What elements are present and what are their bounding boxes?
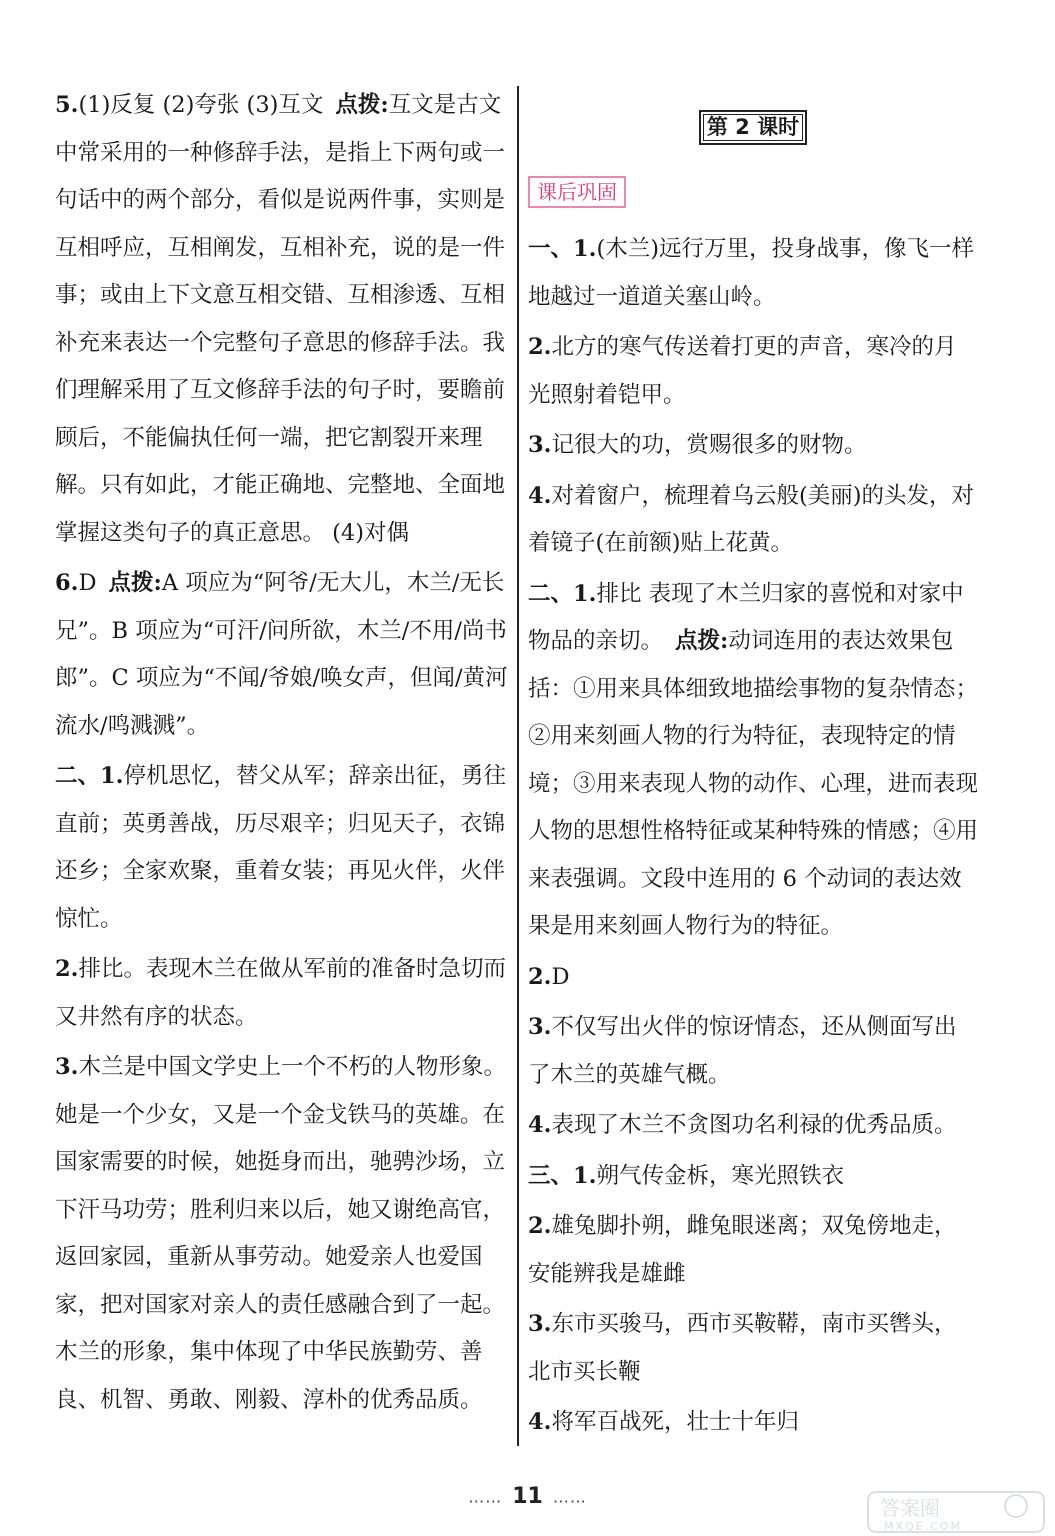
answer-item bbox=[55, 946, 510, 1041]
tip-label: 点拨: bbox=[335, 92, 389, 118]
item-text: 将军百战死，壮士十年归 bbox=[551, 1409, 800, 1435]
item-text: 表现了木兰不贪图功名利禄的优秀品质。 bbox=[551, 1112, 957, 1138]
lesson-title: 第 2 课时 bbox=[699, 110, 807, 145]
answer-item bbox=[528, 571, 978, 951]
item-text: 排比 表现了木兰归家的喜悦和对家中物品的亲切。 bbox=[528, 580, 964, 654]
dots-right: …… bbox=[552, 1487, 587, 1507]
left-column bbox=[55, 82, 510, 1427]
item-number: 4. bbox=[528, 482, 552, 509]
answer-item bbox=[528, 1399, 978, 1447]
item-text: D bbox=[551, 963, 570, 990]
item-text: 对着窗户，梳理着乌云般(美丽)的头发，对着镜子(在前额)贴上花黄。 bbox=[528, 482, 975, 556]
item-number: 2. bbox=[55, 956, 79, 982]
item-text: (1)反复 (2)夸张 (3)互文 bbox=[78, 92, 324, 118]
item-number: 3. bbox=[528, 432, 552, 458]
answer-item bbox=[528, 1004, 978, 1099]
item-number: 4. bbox=[528, 1112, 552, 1138]
item-number: 2. bbox=[528, 334, 552, 360]
item-text: 朔气传金柝，寒光照铁衣 bbox=[596, 1162, 845, 1189]
item-number: 5. bbox=[55, 92, 79, 118]
lesson-heading bbox=[528, 82, 978, 170]
answer-item bbox=[55, 753, 510, 943]
answer-item bbox=[528, 1301, 978, 1396]
answer-item bbox=[528, 1102, 978, 1150]
item-text: 停机思忆，替父从军；辞亲出征，勇往直前；英勇善战，历尽艰辛；归见天子，衣锦还乡；全家欢聚，重着女装；再见火伴，火伴惊忙。 bbox=[55, 763, 507, 932]
item-text: 不仅写出火伴的惊讶情态，还从侧面写出了木兰的英雄气概。 bbox=[528, 1014, 957, 1088]
item-text: 雄兔脚扑朔，雌兔眼迷离；双兔傍地走，安能辨我是雄雌 bbox=[528, 1213, 957, 1287]
item-number: 一、1. bbox=[528, 236, 597, 262]
answer-item bbox=[55, 560, 510, 750]
section-tag: 课后巩固 bbox=[528, 176, 626, 208]
item-number: 3. bbox=[528, 1014, 552, 1040]
answer-item bbox=[528, 1203, 978, 1298]
watermark-logo bbox=[866, 1490, 1046, 1534]
tip-text: 互文是古文中常采用的一种修辞手法，是指上下两句或一句话中的两个部分，看似是说两件事，实则是互相呼应，互相阐发，互相补充，说的是一件事；或由上下文意互相交错、互相渗透、互相补充来表达一个完整句子意思的修辞手法。我们理解采用了互文修辞手法的句子时，要瞻前顾后，不能偏执任何一端，把它割裂开来理解。只有如此，才能正确地、完整地、全面地掌握这类句子的真正意思。 (4)对偶 bbox=[55, 92, 506, 546]
item-text: D bbox=[78, 570, 97, 596]
item-text: (木兰)远行万里，投身战事，像飞一样地越过一道道关塞山岭。 bbox=[528, 236, 975, 310]
item-number: 二、1. bbox=[528, 580, 597, 607]
answer-item bbox=[528, 422, 978, 470]
item-text: 排比。表现木兰在做从军前的准备时急切而又井然有序的状态。 bbox=[55, 956, 507, 1030]
item-number: 二、1. bbox=[55, 763, 124, 789]
answer-item bbox=[55, 1044, 510, 1424]
svg-text:答案圈: 答案圈 bbox=[880, 1496, 940, 1520]
answer-item bbox=[55, 82, 510, 557]
item-number: 4. bbox=[528, 1409, 552, 1435]
right-column bbox=[528, 82, 978, 1450]
tip-text: 动词连用的表达效果包括：①用来具体细致地描绘事物的复杂情态；②用来刻画人物的行为特征，表现特定的情境；③用来表现人物的动作、心理，进而表现人物的思想性格特征或某种特殊的情感；④用来表强调。文段中连用的 6 个动词的表达效果是用来刻画人物行为的特征。 bbox=[528, 628, 979, 939]
item-number: 3. bbox=[528, 1311, 552, 1337]
tip-label: 点拨: bbox=[108, 570, 162, 596]
item-number: 2. bbox=[528, 1213, 552, 1239]
tip-text: A 项应为“阿爷/无大儿，木兰/无长兄”。B 项应为“可汗/问所欲，木兰/不用/尚书郎”。C 项应为“不闻/爷娘/唤女声，但闻/黄河流水/鸣溅溅”。 bbox=[55, 570, 508, 739]
answer-item bbox=[528, 1153, 978, 1201]
dots-left: …… bbox=[468, 1487, 503, 1507]
item-text: 北方的寒气传送着打更的声音，寒冷的月光照射着铠甲。 bbox=[528, 334, 957, 408]
answer-item bbox=[528, 324, 978, 419]
page-number: 11 bbox=[512, 1484, 543, 1509]
answer-item bbox=[528, 954, 978, 1002]
item-text: 东市买骏马，西市买鞍鞯，南市买辔头，北市买长鞭 bbox=[528, 1311, 957, 1385]
svg-text:MXQE.COM: MXQE.COM bbox=[884, 1520, 962, 1533]
item-number: 3. bbox=[55, 1054, 79, 1080]
tip-label: 点拨: bbox=[675, 628, 729, 654]
item-number: 三、1. bbox=[528, 1162, 597, 1189]
answer-item bbox=[528, 473, 978, 568]
item-number: 6. bbox=[55, 570, 79, 596]
item-text: 木兰是中国文学史上一个不朽的人物形象。她是一个少女，又是一个金戈铁马的英雄。在国家需要的时候，她挺身而出，驰骋沙场，立下汗马功劳；胜利归来以后，她又谢绝高官，返回家园，重新从事劳动。她爱亲人也爱国家，把对国家对亲人的责任感融合到了一起。木兰的形象，集中体现了中华民族勤劳、善良、机智、勇敢、刚毅、淳朴的优秀品质。 bbox=[55, 1054, 507, 1413]
column-divider bbox=[517, 86, 519, 1446]
answer-item bbox=[528, 226, 978, 321]
item-text: 记很大的功，赏赐很多的财物。 bbox=[551, 432, 867, 458]
item-number: 2. bbox=[528, 963, 552, 990]
